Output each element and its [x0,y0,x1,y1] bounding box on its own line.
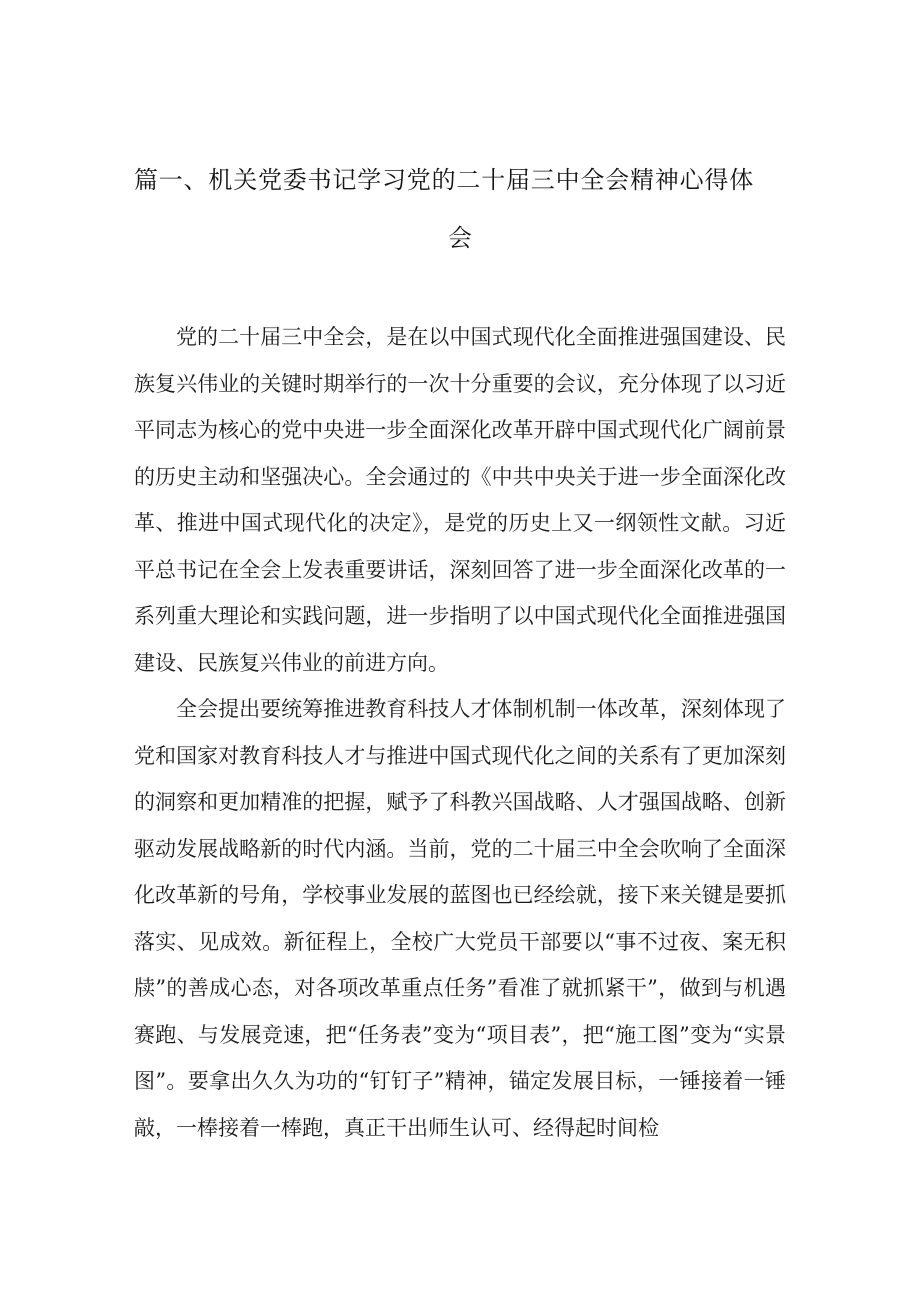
document-body [134,314,786,1151]
document-title-line-1: 篇一、机关党委书记学习党的二十届三中全会精神心得体 [134,166,754,194]
paragraph-1: 党的二十届三中全会，是在以中国式现代化全面推进强国建设、民族复兴伟业的关键时期举行的一次十分重要的会议，充分体现了以习近平同志为核心的党中央进一步全面深化改革开辟中国式现代化广阔前景的历史主动和坚强决心。全会通过的《中共中央关于进一步全面深化改革、推进中国式现代化的决定》，是党的历史上又一纲领性文献。习近平总书记在全会上发表重要讲话，深刻回答了进一步全面深化改革的一系列重大理论和实践问题，进一步指明了以中国式现代化全面推进强国建设、民族复兴伟业的前进方向。 [134,325,786,675]
document-title-line-2: 会 [448,224,472,252]
paragraph-2: 全会提出要统筹推进教育科技人才体制机制一体改革，深刻体现了党和国家对教育科技人才与推进中国式现代化之间的关系有了更加深刻的洞察和更加精准的把握，赋予了科教兴国战略、人才强国战略、创新驱动发展战略新的时代内涵。当前，党的二十届三中全会吹响了全面深化改革新的号角，学校事业发展的蓝图也已经绘就，接下来关键是要抓落实、见成效。新征程上，全校广大党员干部要以“事不过夜、案无积牍”的善成心态，对各项改革重点任务”看准了就抓紧干”，做到与机遇赛跑、与发展竞速，把“任务表”变为“项目表”，把“施工图”变为“实景图”。要拿出久久为功的“钉钉子”精神，锚定发展目标，一锤接着一锤敲，一棒接着一棒跑，真正干出师生认可、经得起时间检 [134,697,786,1140]
